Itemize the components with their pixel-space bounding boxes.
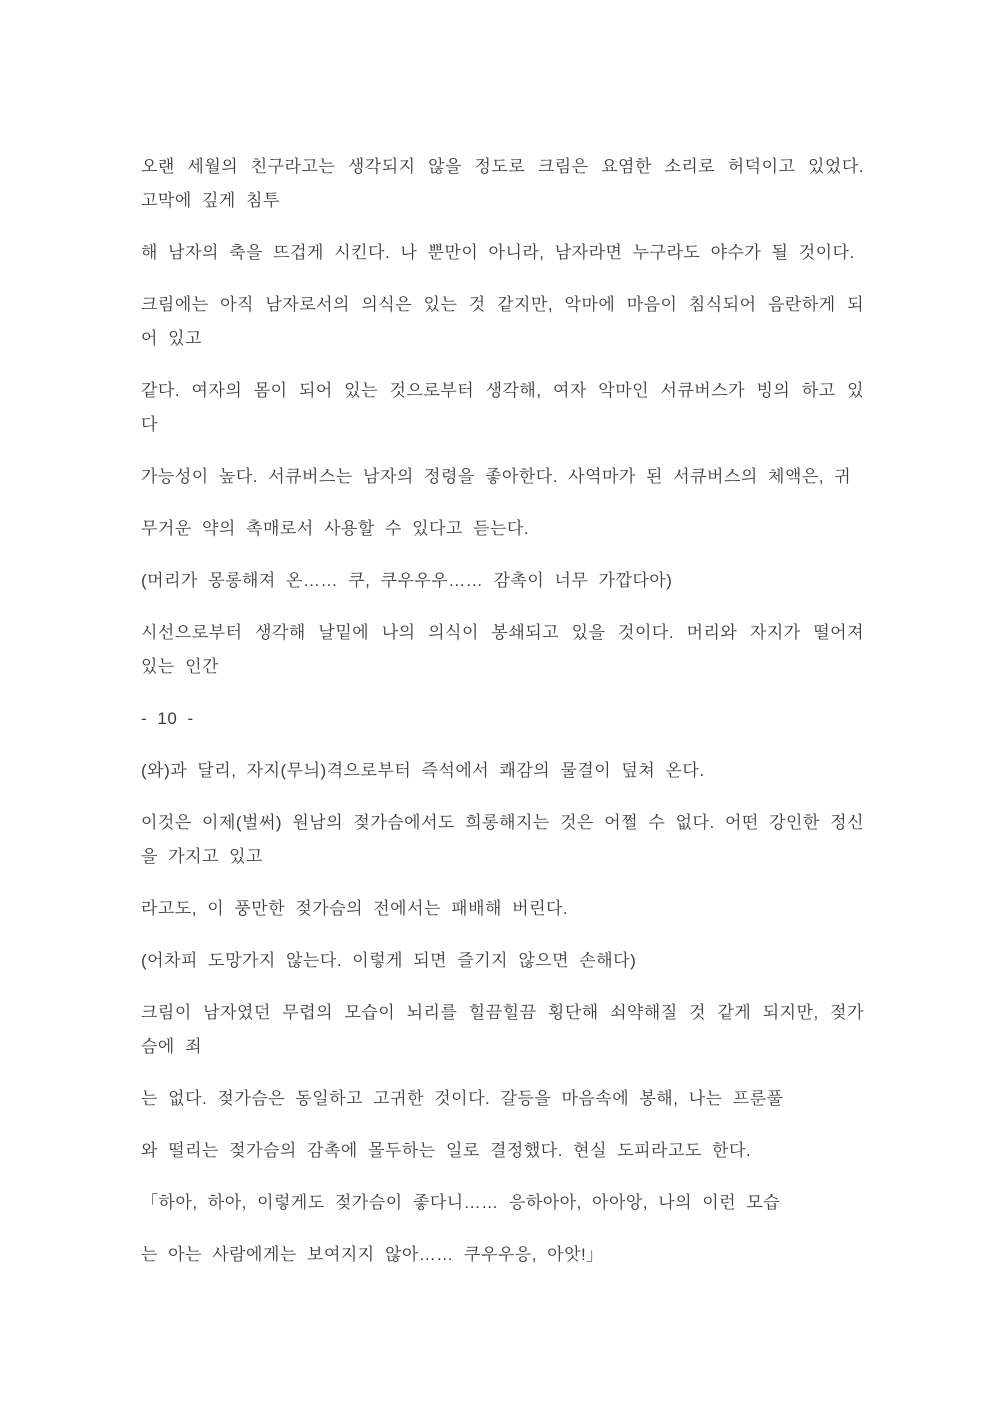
body-paragraph: 시선으로부터 생각해 날밑에 나의 의식이 봉쇄되고 있을 것이다. 머리와 자지가 떨어져 있는 인간 (141, 623, 864, 676)
body-paragraph: (와)과 달리, 자지(무늬)격으로부터 즉석에서 쾌감의 물결이 덮쳐 온다. (141, 761, 705, 780)
body-paragraph: 는 없다. 젖가슴은 동일하고 고귀한 것이다. 갈등을 마음속에 봉해, 나는 프룬풀 (141, 1089, 784, 1108)
body-paragraph: 크림이 남자였던 무렵의 모습이 뇌리를 힐끔힐끔 횡단해 쇠약해질 것 같게 되지만, 젖가슴에 죄 (141, 1003, 864, 1056)
page-number: - 10 - (141, 709, 194, 728)
body-paragraph: 크림에는 아직 남자로서의 의식은 있는 것 같지만, 악마에 마음이 침식되어 음란하게 되어 있고 (141, 295, 864, 348)
body-paragraph: 이것은 이제(벌써) 원남의 젖가슴에서도 희롱해지는 것은 어쩔 수 없다. 어떤 강인한 정신을 가지고 있고 (141, 813, 864, 866)
body-paragraph: 해 남자의 축을 뜨겁게 시킨다. 나 뿐만이 아니라, 남자라면 누구라도 야수가 될 것이다. (141, 243, 855, 262)
body-paragraph-quote: 는 아는 사람에게는 보여지지 않아…… 쿠우우응, 아앗!」 (141, 1245, 604, 1264)
body-paragraph: 오랜 세월의 친구라고는 생각되지 않을 정도로 크림은 요염한 소리로 허덕이고 있었다. 고막에 깊게 침투 (141, 157, 864, 210)
body-paragraph-parenthetical: (머리가 몽롱해져 온…… 쿠, 쿠우우우…… 감촉이 너무 가깝다아) (141, 571, 673, 590)
body-paragraph: 같다. 여자의 몸이 되어 있는 것으로부터 생각해, 여자 악마인 서큐버스가 빙의 하고 있다 (141, 381, 864, 434)
body-paragraph: 무거운 약의 촉매로서 사용할 수 있다고 듣는다. (141, 519, 530, 538)
body-paragraph: 와 떨리는 젖가슴의 감촉에 몰두하는 일로 결정했다. 현실 도피라고도 한다. (141, 1141, 752, 1160)
body-paragraph: 라고도, 이 풍만한 젖가슴의 전에서는 패배해 버린다. (141, 899, 569, 918)
body-paragraph: 가능성이 높다. 서큐버스는 남자의 정령을 좋아한다. 사역마가 된 서큐버스의 체액은, 귀 (141, 467, 852, 486)
body-paragraph-parenthetical: (어차피 도망가지 않는다. 이렇게 되면 즐기지 않으면 손해다) (141, 951, 637, 970)
body-paragraph-quote: 「하아, 하아, 이렇게도 젖가슴이 좋다니…… 응하아아, 아아앙, 나의 이런 모습 (141, 1193, 781, 1212)
